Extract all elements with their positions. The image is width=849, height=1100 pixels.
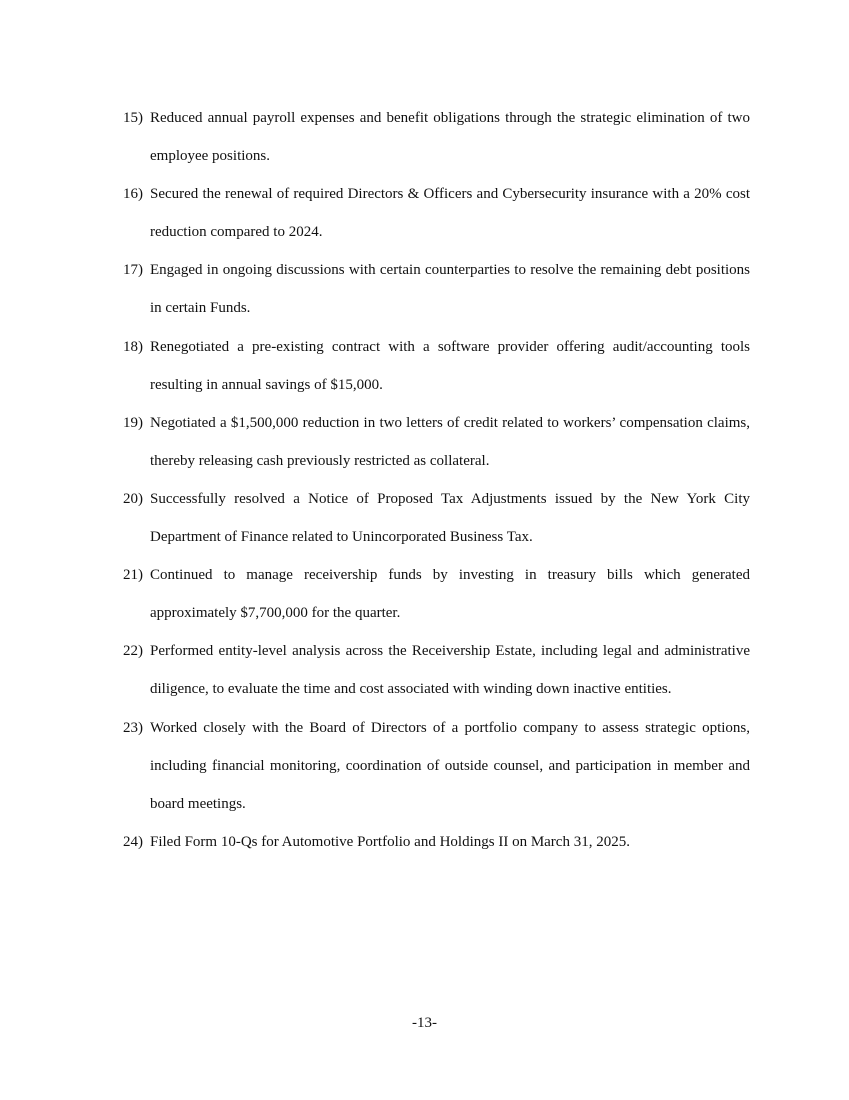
item-number: 23): [123, 719, 143, 736]
item-number: 20): [123, 490, 143, 507]
item-number: 15): [123, 110, 143, 126]
list-item: [123, 99, 750, 175]
list-item: [123, 709, 750, 823]
item-text: Successfully resolved a Notice of Proposed Tax Adjustments issued by the New York City Department of Finance related to Unincorporated Business Tax.: [150, 490, 750, 546]
item-text: Worked closely with the Board of Directors of a portfolio company to assess strategic options, including financial monitoring, coordination of outside counsel, and participation in member and board meetings.: [150, 719, 750, 812]
item-text: Renegotiated a pre-existing contract with a software provider offering audit/accounting tools resulting in annual savings of $15,000.: [150, 338, 750, 393]
list-item: [123, 632, 750, 708]
list-item: [123, 823, 750, 861]
item-number: 16): [123, 186, 143, 203]
item-text: Performed entity-level analysis across the Receivership Estate, including legal and administrative diligence, to evaluate the time and cost associated with winding down inactive entities.: [150, 643, 750, 698]
item-number: 21): [123, 567, 143, 584]
list-item: [123, 404, 750, 480]
item-text: Reduced annual payroll expenses and benefit obligations through the strategic elimination of two employee positions.: [150, 110, 750, 165]
list-item: [123, 175, 750, 251]
item-number: 17): [123, 262, 143, 279]
list-item: [123, 556, 750, 632]
item-text: Secured the renewal of required Directors & Officers and Cybersecurity insurance with a 20% cost reduction compared to 2024.: [150, 186, 750, 241]
item-number: 18): [123, 338, 143, 355]
item-number: 24): [123, 833, 143, 850]
list-item: [123, 480, 750, 556]
item-text: Engaged in ongoing discussions with certain counterparties to resolve the remaining debt positions in certain Funds.: [150, 262, 750, 317]
list-item: [123, 251, 750, 327]
numbered-list: [123, 99, 750, 861]
item-text: Negotiated a $1,500,000 reduction in two letters of credit related to workers’ compensation claims, thereby releasing cash previously restricted as collateral.: [150, 414, 750, 469]
list-item: [123, 328, 750, 404]
item-number: 19): [123, 414, 143, 431]
item-number: 22): [123, 643, 143, 660]
item-text: Filed Form 10-Qs for Automotive Portfolio and Holdings II on March 31, 2025.: [150, 833, 630, 850]
item-text: Continued to manage receivership funds by investing in treasury bills which generated approximately $7,700,000 for the quarter.: [150, 567, 750, 622]
page-number: -13-: [412, 1015, 437, 1031]
